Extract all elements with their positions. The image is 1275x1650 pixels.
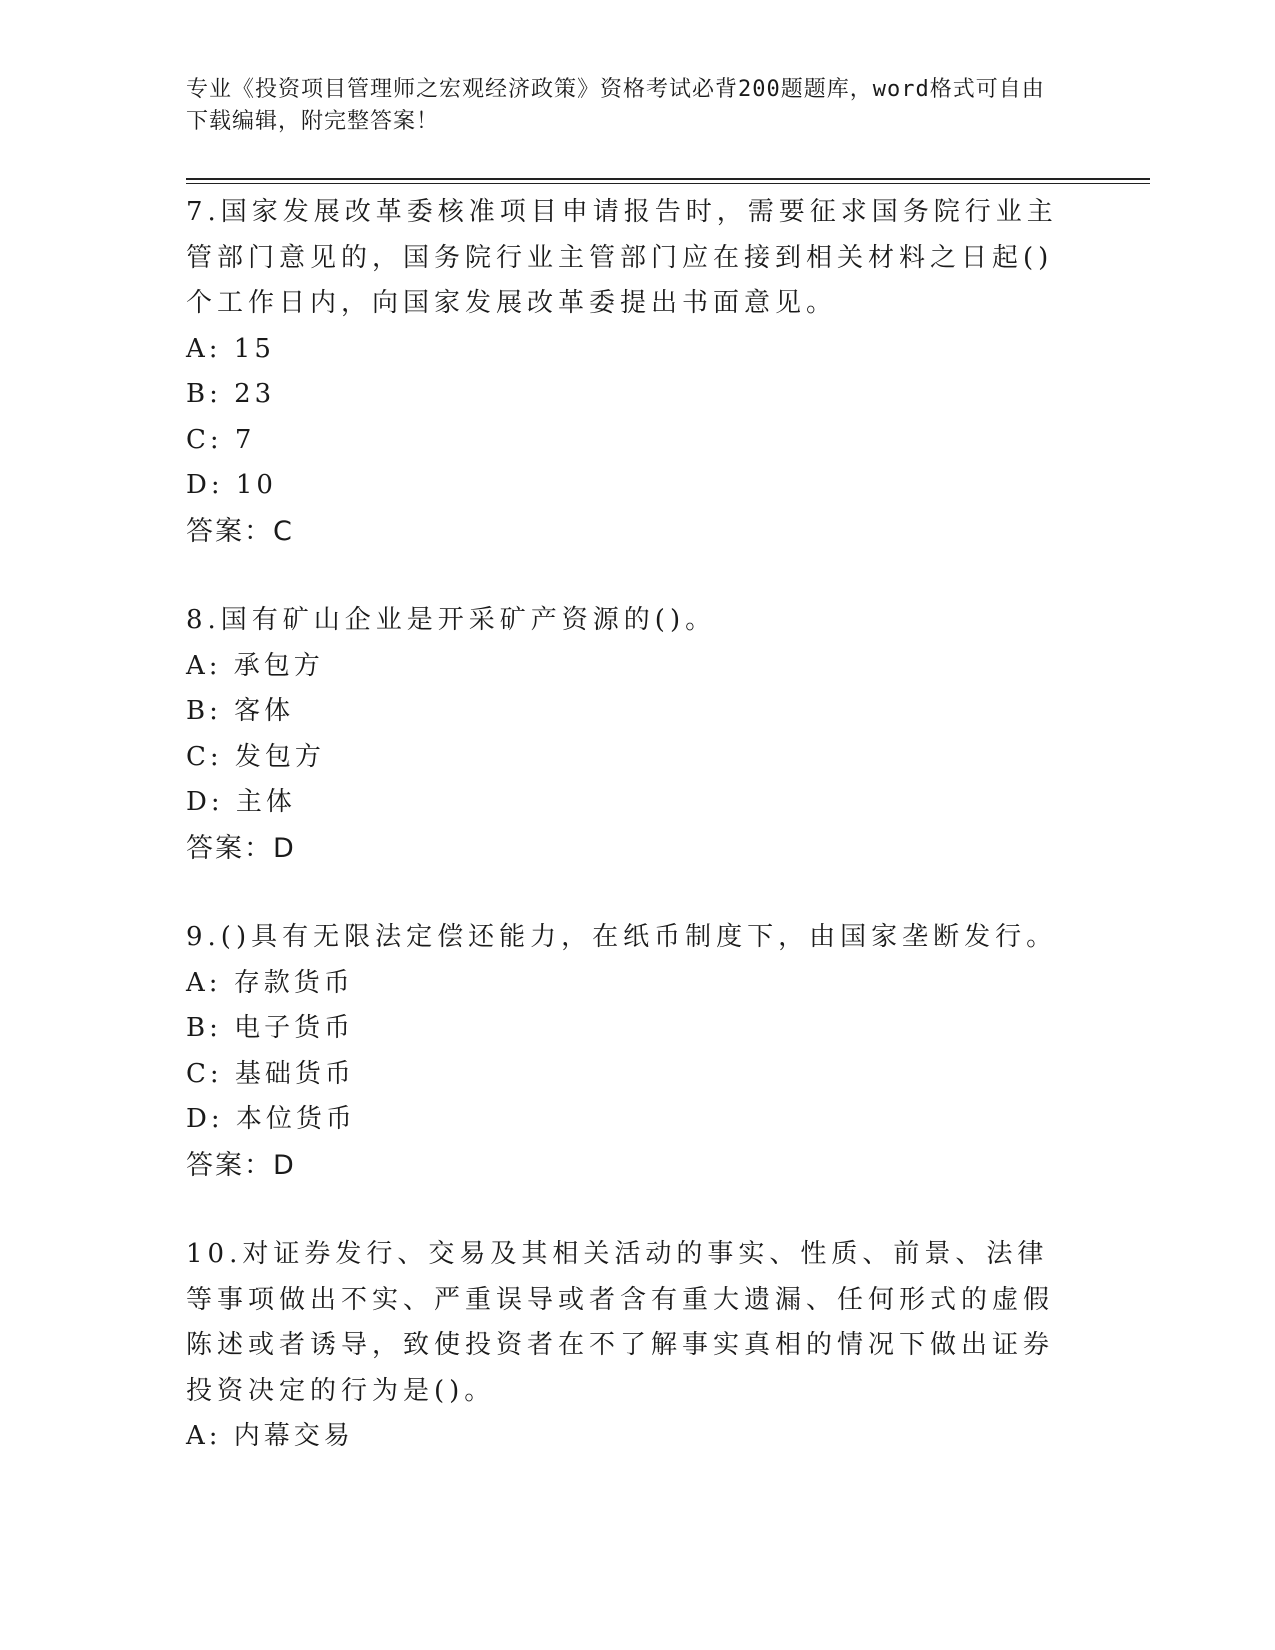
question-7 xyxy=(186,190,1076,554)
answer-line: 答案：C xyxy=(186,515,294,547)
header-divider-thick xyxy=(186,178,1150,180)
option-b: B: 23 xyxy=(186,379,276,409)
option-a: A: 承包方 xyxy=(186,650,324,681)
question-stem: 9.()具有无限法定偿还能力，在纸币制度下，由国家垄断发行。 xyxy=(186,922,1058,952)
option-d: D: 主体 xyxy=(186,787,296,817)
option-d: D: 10 xyxy=(186,470,277,500)
document-header: 专业《投资项目管理师之宏观经济政策》资格考试必背200题题库，word格式可自由下载编辑，附完整答案！ xyxy=(186,77,1045,134)
question-9 xyxy=(186,915,1076,1188)
question-list xyxy=(186,190,1076,1504)
option-c: C: 7 xyxy=(186,424,256,455)
option-b: B: 电子货币 xyxy=(186,1013,355,1043)
option-a: A: 存款货币 xyxy=(186,967,354,998)
question-stem: 10.对证券发行、交易及其相关活动的事实、性质、前景、法律等事项做出不实、严重误导或者含有重大遗漏、任何形式的虚假陈述或者诱导，致使投资者在不了解事实真相的情况下做出证券投资决定的行为是()。 xyxy=(186,1239,1055,1406)
answer-line: 答案：D xyxy=(186,832,296,864)
option-d: D: 本位货币 xyxy=(186,1104,356,1134)
question-stem: 8.国有矿山企业是开采矿产资源的()。 xyxy=(186,605,717,635)
option-a: A: 15 xyxy=(186,333,275,364)
header-divider-thin xyxy=(186,183,1150,184)
question-stem: 7.国家发展改革委核准项目申请报告时，需要征求国务院行业主管部门意见的，国务院行业主管部门应在接到相关材料之日起()个工作日内，向国家发展改革委提出书面意见。 xyxy=(186,197,1058,318)
option-b: B: 客体 xyxy=(186,696,295,726)
option-c: C: 发包方 xyxy=(186,741,325,772)
question-10 xyxy=(186,1232,1076,1460)
question-8 xyxy=(186,598,1076,871)
option-a: A: 内幕交易 xyxy=(186,1421,354,1451)
answer-line: 答案：D xyxy=(186,1149,296,1181)
option-c: C: 基础货币 xyxy=(186,1058,355,1089)
